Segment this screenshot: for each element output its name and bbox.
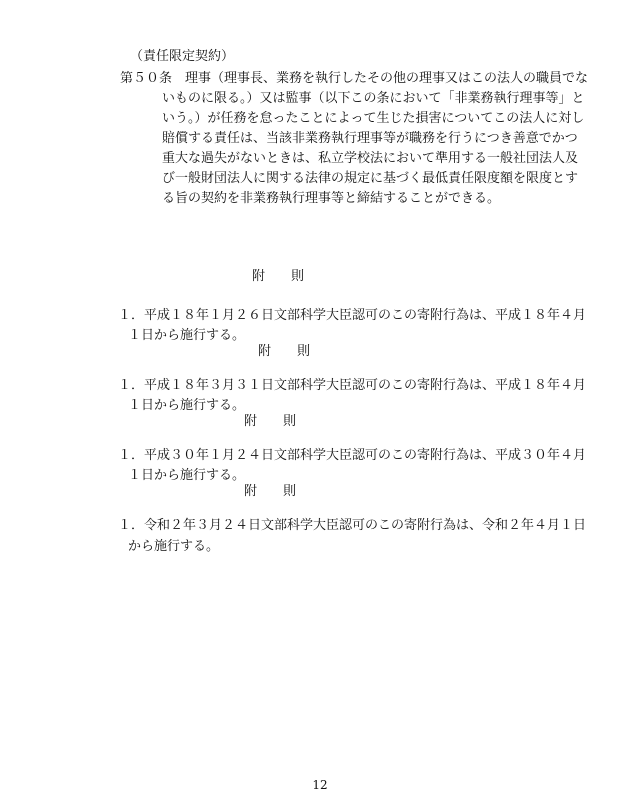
page-number: 12 <box>312 778 328 792</box>
supplementary-item-3-line-1: １．平成３０年１月２４日文部科学大臣認可のこの寄附行為は、平成３０年４月 <box>118 448 587 463</box>
article-line-6: び一般財団法人に関する法律の規定に基づく最低責任限度額を限度とす <box>162 171 579 186</box>
article-line-2: いものに限る。）又は監事（以下この条において「非業務執行理事等」と <box>162 91 585 106</box>
article-line-4: 賠償する責任は、当該非業務執行理事等が職務を行うにつき善意でかつ <box>162 131 578 146</box>
supplementary-title-2: 附 則 <box>258 344 311 359</box>
supplementary-item-4-line-1: １．令和２年３月２４日文部科学大臣認可のこの寄附行為は、令和２年４月１日 <box>118 518 587 533</box>
article-line-5: 重大な過失がないときは、私立学校法において準用する一般社団法人及 <box>162 151 579 166</box>
supplementary-item-1-line-1: １．平成１８年１月２６日文部科学大臣認可のこの寄附行為は、平成１８年４月 <box>118 308 587 323</box>
supplementary-title-1: 附 則 <box>252 269 305 284</box>
supplementary-item-1-line-2: １日から施行する。 <box>128 328 246 343</box>
article-line-3: いう。）が任務を怠ったことによって生じた損害についてこの法人に対し <box>162 111 585 126</box>
supplementary-item-4-line-2: から施行する。 <box>128 539 220 554</box>
supplementary-item-2-line-1: １．平成１８年３月３１日文部科学大臣認可のこの寄附行為は、平成１８年４月 <box>118 378 587 393</box>
article-line-7: る旨の契約を非業務執行理事等と締結することができる。 <box>162 191 501 206</box>
supplementary-item-2-line-2: １日から施行する。 <box>128 398 246 413</box>
supplementary-title-4: 附 則 <box>244 484 297 499</box>
supplementary-title-3: 附 則 <box>244 414 297 429</box>
article-heading: （責任限定契約） <box>130 49 235 64</box>
article-line-1: 第５０条 理事（理事長、業務を執行したその他の理事又はこの法人の職員でな <box>120 71 589 86</box>
supplementary-item-3-line-2: １日から施行する。 <box>128 468 246 483</box>
